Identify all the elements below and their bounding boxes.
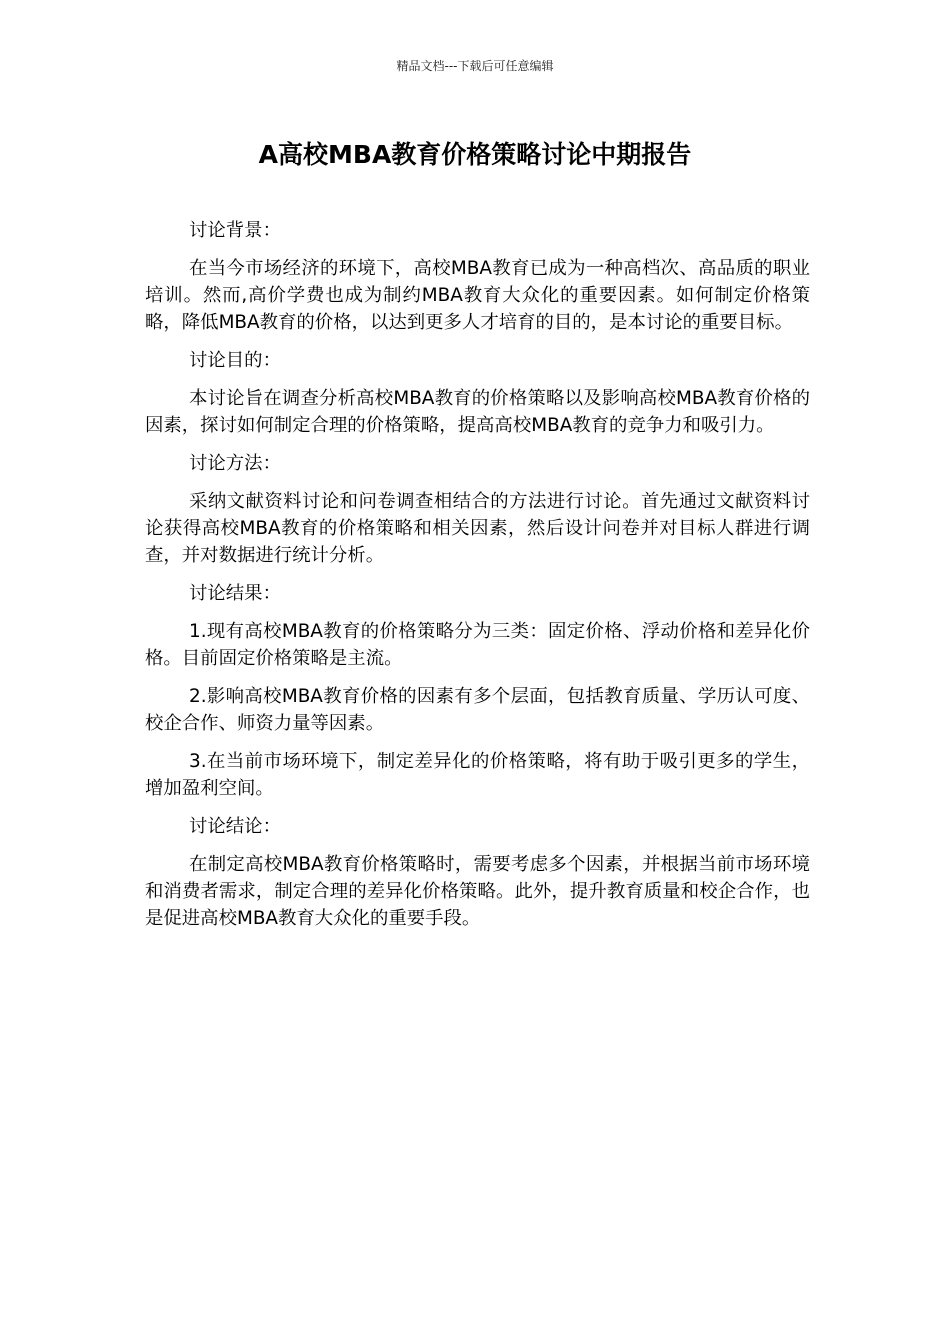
paragraph-result-1: 1.现有高校MBA教育的价格策略分为三类：固定价格、浮动价格和差异化价格。目前固定价格策略是主流。 bbox=[145, 621, 810, 669]
document-title: A高校MBA教育价格策略讨论中期报告 bbox=[258, 140, 692, 169]
section-heading-purpose: 讨论目的： bbox=[189, 350, 281, 371]
section-heading-background: 讨论背景： bbox=[189, 220, 281, 241]
document-body bbox=[145, 217, 810, 943]
paragraph-conclusion: 在制定高校MBA教育价格策略时，需要考虑多个因素，并根据当前市场环境和消费者需求，制定合理的差异化价格策略。此外，提升教育质量和校企合作，也是促进高校MBA教育大众化的重要手段。 bbox=[145, 854, 810, 929]
section-heading-conclusion: 讨论结论： bbox=[189, 816, 281, 837]
section-heading-results: 讨论结果： bbox=[189, 583, 281, 604]
paragraph-purpose: 本讨论旨在调查分析高校MBA教育的价格策略以及影响高校MBA教育价格的因素，探讨如何制定合理的价格策略，提高高校MBA教育的竞争力和吸引力。 bbox=[145, 388, 810, 436]
paragraph-result-2: 2.影响高校MBA教育价格的因素有多个层面，包括教育质量、学历认可度、校企合作、师资力量等因素。 bbox=[145, 686, 810, 734]
paragraph-result-3: 3.在当前市场环境下，制定差异化的价格策略，将有助于吸引更多的学生，增加盈利空间。 bbox=[145, 751, 810, 799]
paragraph-background: 在当今市场经济的环境下，高校MBA教育已成为一种高档次、高品质的职业培训。然而,高价学费也成为制约MBA教育大众化的重要因素。如何制定价格策略，降低MBA教育的价格，以达到更多人才培育的目的，是本讨论的重要目标。 bbox=[145, 258, 810, 333]
section-heading-method: 讨论方法： bbox=[189, 453, 281, 474]
page-header-watermark: 精品文档---下载后可任意编辑 bbox=[396, 59, 554, 73]
paragraph-method: 采纳文献资料讨论和问卷调查相结合的方法进行讨论。首先通过文献资料讨论获得高校MBA教育的价格策略和相关因素，然后设计问卷并对目标人群进行调查，并对数据进行统计分析。 bbox=[145, 491, 810, 566]
